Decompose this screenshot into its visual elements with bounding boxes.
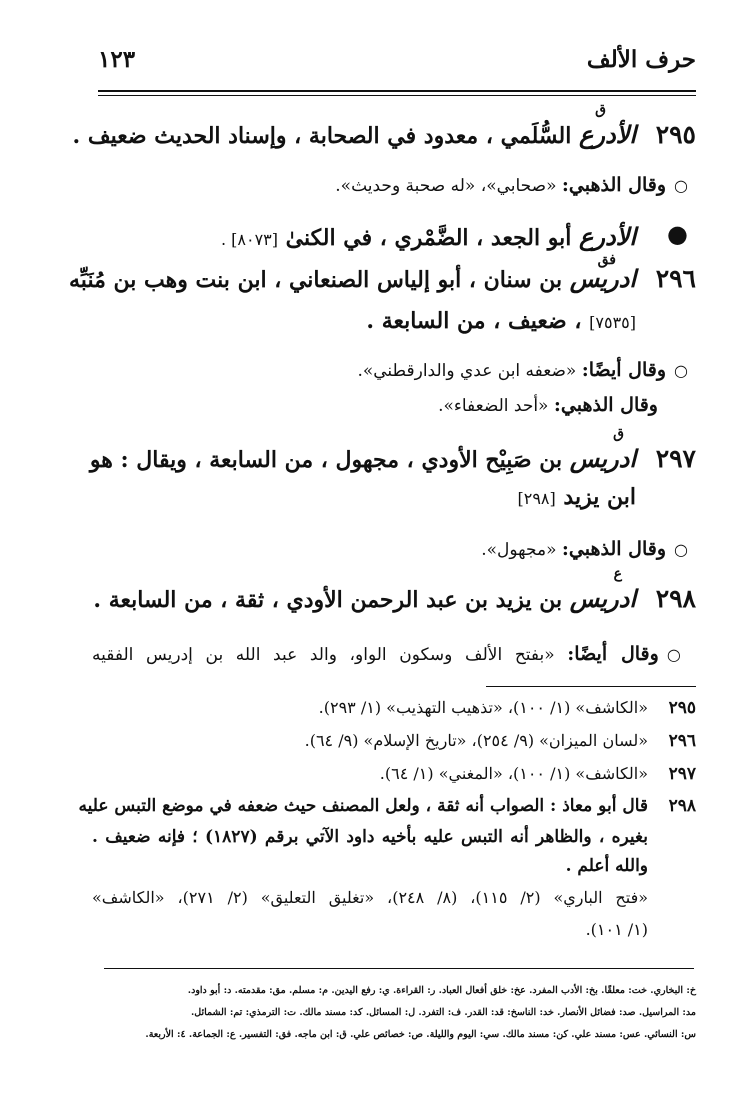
source-symbol: ع xyxy=(613,566,622,582)
entry-297 xyxy=(89,426,696,518)
abbreviations-separator xyxy=(104,968,694,969)
source-symbol: فق xyxy=(597,252,616,268)
source-symbol: ق xyxy=(595,102,606,118)
narrator-description: بن يزيد بن عبد الرحمن الأودي ، ثقة ، من السابعة . xyxy=(93,587,563,613)
abbreviation-line-2: مد: المراسيل. صد: فضائل الأنصار. خد: الناسخ: قد: القدر. ف: التفرد. ل: المسائل. كد: مسند مالك. ت: الترمذي: تم: الشمائل. xyxy=(190,1007,696,1018)
circle-bullet-icon: ○ xyxy=(674,361,688,380)
page-number: ١٢٣ xyxy=(98,46,136,73)
narrator-name: ادريس xyxy=(569,264,636,293)
narrator-description-cont: ، ضعيف ، من السابعة . xyxy=(366,308,582,334)
entry-text xyxy=(93,584,636,613)
entry-text-line-1 xyxy=(69,264,636,293)
footnote-text: «الكاشف» (١/ ١٠٠)، «تذهيب التهذيب» (١/ ٢٩٣). xyxy=(318,698,648,717)
footnote-number: ٢٩٥ xyxy=(668,698,696,718)
abbreviation-line-1: خ: البخاري. خت: معلقًا. بخ: الأدب المفرد. عخ: خلق أفعال العباد. ر: القراءة. ي: رفع اليدين. م: مسلم. مق: مقدمته. د: أبو داود. xyxy=(187,985,696,996)
header-rule-thick xyxy=(98,90,696,92)
entry-number: ٢٩٧ xyxy=(655,444,696,473)
cross-reference-entry xyxy=(92,218,696,254)
narrator-description: بن سنان ، أبو إلياس الصنعاني ، ابن بنت وهب بن مُنَبِّه xyxy=(69,267,563,293)
footnote-text-line-4: «فتح الباري» (٢/ ١١٥)، (٨/ ٢٤٨)، «تغليق التعليق» (٢/ ٢٧١)، «الكاشف» xyxy=(92,888,649,907)
footnote-number: ٢٩٧ xyxy=(668,764,696,784)
entry-number: ٢٩٨ xyxy=(655,584,696,613)
note-lead: وقال الذهبي: xyxy=(561,174,667,196)
ayda-note xyxy=(92,643,688,665)
entry-298 xyxy=(92,566,696,622)
ayda-note xyxy=(357,359,688,381)
footnote-297 xyxy=(92,764,696,792)
narrator-description: أبو الجعد ، الضَّمْري ، في الكنىٰ xyxy=(285,225,572,251)
entry-text xyxy=(72,120,636,149)
chapter-title: حرف الألف xyxy=(586,46,696,73)
entry-296 xyxy=(69,252,696,342)
dhahabi-note xyxy=(438,394,658,416)
narrator-description: السُّلَمي ، معدود في الصحابة ، وإسناد الحديث ضعيف . xyxy=(72,123,572,149)
note-lead: وقال أيضًا: xyxy=(581,359,667,381)
reference-number: [٨٠٧٣] . xyxy=(220,230,278,249)
footnote-separator xyxy=(486,686,696,687)
narrator-name: ادريس xyxy=(569,444,636,473)
footnote-298 xyxy=(78,796,696,946)
entry-text xyxy=(221,222,636,251)
note-text: «بفتح الألف وسكون الواو، والد عبد الله بن إدريس الفقيه xyxy=(92,645,555,665)
circle-bullet-icon: ○ xyxy=(666,645,688,664)
narrator-description-cont: ابن يزيد xyxy=(563,484,636,510)
narrator-name: الأدرع xyxy=(579,120,636,149)
circle-bullet-icon: ○ xyxy=(674,176,688,195)
footnote-296 xyxy=(92,731,696,759)
entry-text-line-2 xyxy=(517,484,636,510)
page-header xyxy=(98,46,696,86)
note-text: «مجهول». xyxy=(481,540,557,560)
entry-295 xyxy=(72,102,696,158)
circle-bullet-icon: ○ xyxy=(674,540,688,559)
footnote-text-line-3: والله أعلم . xyxy=(565,856,648,876)
footnote-text: «لسان الميزان» (٩/ ٢٥٤)، «تاريخ الإسلام» (٩/ ٦٤). xyxy=(304,731,648,750)
narrator-name: الأدرع xyxy=(579,222,636,251)
footnote-295 xyxy=(92,698,696,726)
footnote-text: «الكاشف» (١/ ١٠٠)، «المغني» (١/ ٦٤). xyxy=(379,764,648,783)
footnote-text-line-5: (١/ ١٠١). xyxy=(585,920,648,939)
entry-number: ٢٩٦ xyxy=(655,264,696,293)
filled-bullet-icon: ● xyxy=(667,220,688,248)
note-text: «أحد الضعفاء». xyxy=(438,396,549,416)
note-text: «ضعفه ابن عدي والدارقطني». xyxy=(357,361,577,381)
footnote-text-line-2: بغيره ، والظاهر أنه التبس عليه بأخيه داود الآتي برقم (١٨٢٧) ؛ فإنه ضعيف . xyxy=(92,827,648,847)
reference-number: [٧٥٣٥] xyxy=(589,313,636,332)
entry-text-line-1 xyxy=(89,444,636,473)
footnote-text-line-1: قال أبو معاذ : الصواب أنه ثقة ، ولعل المصنف حيث ضعفه في موضع التبس عليه xyxy=(78,796,648,816)
dhahabi-note xyxy=(335,174,688,196)
narrator-name: ادريس xyxy=(569,584,636,613)
reference-number: [٢٩٨] xyxy=(517,489,556,508)
note-text: «صحابي»، «له صحبة وحديث». xyxy=(335,176,557,196)
footnote-number: ٢٩٦ xyxy=(668,731,696,751)
narrator-description: بن صَبِيْح الأودي ، مجهول ، من السابعة ، ويقال : هو xyxy=(89,447,563,473)
note-lead: وقال أيضًا: xyxy=(567,643,659,665)
entry-number: ٢٩٥ xyxy=(655,120,696,149)
source-symbol: ق xyxy=(613,426,624,442)
note-lead: وقال الذهبي: xyxy=(553,394,658,416)
footnote-number: ٢٩٨ xyxy=(668,796,696,816)
dhahabi-note xyxy=(481,538,688,560)
header-rule-thin xyxy=(98,95,696,96)
entry-text-line-2 xyxy=(366,308,636,334)
note-lead: وقال الذهبي: xyxy=(561,538,667,560)
abbreviation-line-3: س: النسائي. عس: مسند علي. كن: مسند مالك. سي: اليوم والليلة. ص: خصائص علي. ق: ابن ماجه. فق: التفسير. ع: الجماعة. ٤: الأربعة. xyxy=(145,1029,696,1040)
